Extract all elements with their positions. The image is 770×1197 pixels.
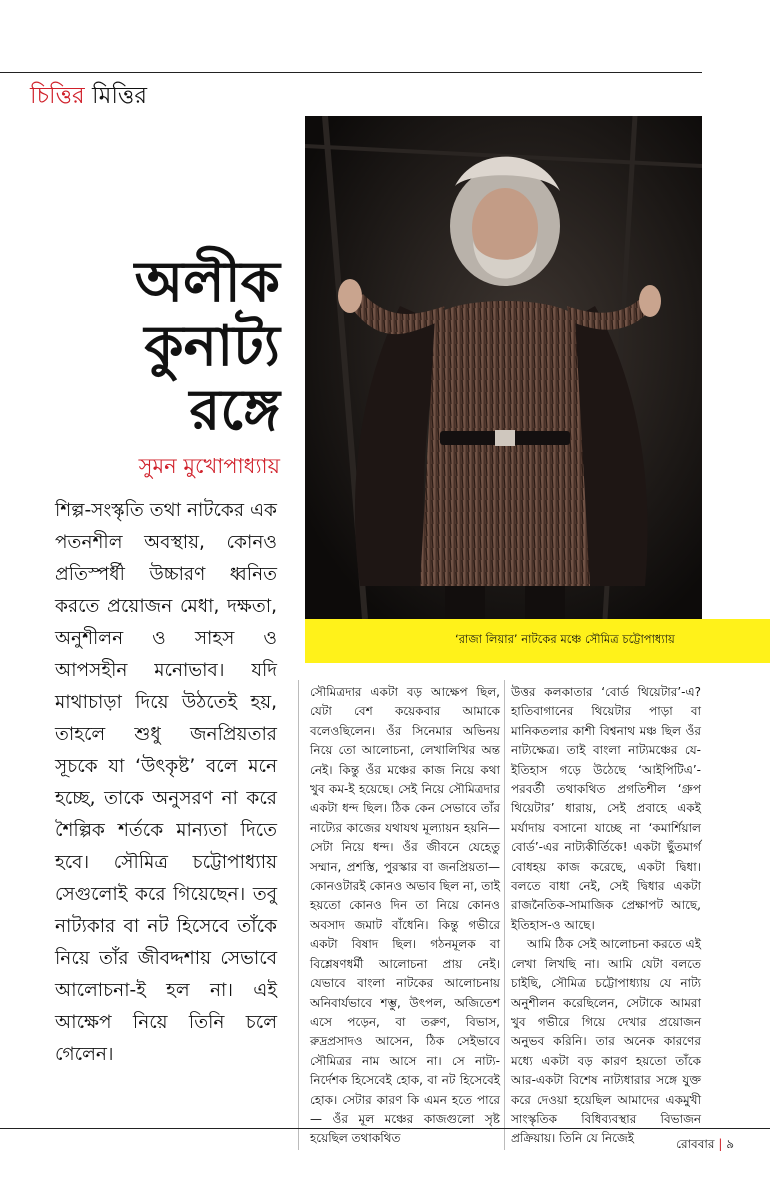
headline	[135, 250, 280, 442]
magazine-name: রোববার	[676, 1137, 715, 1151]
section-title-word-1: চিত্তির	[30, 83, 85, 109]
intro-paragraph	[55, 495, 277, 1071]
body-column-2-paragraph-2: আমি ঠিক সেই আলোচনা করতে এই লেখা লিখছি না। আমি যেটা বলতে চাইছি, সৌমিত্র চট্টোপাধ্যায় যে নাট্য অনুশীলন করেছিলেন, সেটাকে আমরা খুব গভীরে গিয়ে দেখার প্রয়োজন অনুভব করিনি। তার অনেক কারণের মধ্যে একটা বড় কারণ হয়তো তাঁকে আর-একটা বিশেষ নাট্যধারার সঙ্গে যুক্ত করে দেওয়া হয়েছিল আমাদের একমুখী সাংস্কৃতিক বিধিব্যবস্থার বিভাজন প্রক্রিয়ায়। তিনি যে নিজেই	[511, 937, 701, 1146]
byline: সুমন মুখোপাধ্যায়	[138, 454, 280, 478]
headline-line-1: অলীক	[134, 249, 280, 315]
folio-separator: |	[718, 1137, 723, 1151]
photo-caption: ‘রাজা লিয়ার’ নাটকের মঞ্চে সৌমিত্র চট্টোপাধ্যায়	[455, 632, 675, 646]
stage-photo	[305, 116, 702, 619]
intro-text: শিল্প-সংস্কৃতি তথা নাটকের এক পতনশীল অবস্থায়, কোনও প্রতিস্পর্ধী উচ্চারণ ধ্বনিত করতে প্রয়োজন মেধা, দক্ষতা, অনুশীলন ও সাহস ও আপসহীন মনোভাব। যদি মাথাচাড়া দিয়ে উঠতেই হয়, তাহলে শুধু জনপ্রিয়তার সূচকে যা ‘উৎকৃষ্ট’ বলে মনে হচ্ছে, তাকে অনুসরণ না করে শৈল্পিক শর্তকে মান্যতা দিতে হবে। সৌমিত্র চট্টোপাধ্যায় সেগুলোই করে গিয়েছেন। তবু নাট্যকার বা নট হিসেবে তাঁকে নিয়ে তাঁর জীবদ্দশায় সেভাবে আলোচনা-ই হল না। এই আক্ষেপ নিয়ে তিনি চলে গেলেন।	[55, 500, 277, 1065]
headline-line-2: কুনাট্য	[144, 313, 280, 379]
page-footer	[676, 1136, 734, 1152]
body-column-1-text: সৌমিত্রদার একটা বড় আক্ষেপ ছিল, যেটা বেশ কয়েকবার আমাকে বলেওছিলেন। ওঁর সিনেমার অভিনয় নিয়ে তো আলোচনা, লেখালিখির অন্ত নেই। কিন্তু ওঁর মঞ্চের কাজ নিয়ে কথা খুব কম-ই হয়েছে। সেই নিয়ে সৌমিত্রদার একটা ধন্দ ছিল। ঠিক কেন সেভাবে তাঁর নাট্যের কাজের যথাযথ মূল্যায়ন হয়নি— সেটা নিয়ে ধন্দ। ওঁর জীবনে যেহেতু সম্মান, প্রশস্তি, পুরস্কার বা জনপ্রিয়তা— কোনওটারই কোনও অভাব ছিল না, তাই হয়তো কোনও দিন তা নিয়ে কোনও অবসাদ জমাট বাঁধেনি। কিন্তু গভীরে একটা বিষাদ ছিল। গঠনমূলক বা বিশ্লেষণধর্মী আলোচনা প্রায় নেই। যেভাবে বাংলা নাটকের আলোচনায় অনিবার্যভাবে শম্ভু, উৎপল, অজিতেশ এসে পড়েন, বা তরুণ, বিভাস, রুদ্রপ্রসাদও আসেন, ঠিক সেইভাবে সৌমিত্রর নাম আসে না। সে নাট্য-নির্দেশক হিসেবেই হোক, বা নট হিসেবেই হোক। সেটার কারণ কি এমন হতে পারে— ওঁর মূল মঞ্চের কাজগুলো সৃষ্ট হয়েছিল তথাকথিত	[310, 685, 500, 1146]
column-divider-left	[298, 680, 299, 1150]
headline-line-3: রঙ্গে	[189, 377, 280, 443]
body-column-2	[511, 683, 701, 1149]
bottom-rule	[0, 1128, 770, 1129]
body-column-2-paragraph-1: উত্তর কলকাতার ‘বোর্ড থিয়েটার’-এ? হাতিবাগানের থিয়েটার পাড়া বা মানিকতলার কাশী বিশ্বনাথ মঞ্চ ছিল ওঁর নাট্যক্ষেত্র। তাই বাংলা নাট্যমঞ্চের যে-ইতিহাস গড়ে উঠেছে ‘আইপিটিএ’-পরবর্তী তথাকথিত প্রগতিশীল ‘গ্রুপ থিয়েটার’ ধারায়, সেই প্রবাহে একই মর্যাদায় বসানো যাচ্ছে না ‘কমার্শিয়াল বোর্ড’-এর নাট্যকীর্তিকে! একটা ছুঁতমার্গ বোধহয় কাজ করেছে, একটা দ্বিধা। বলতে বাধা নেই, সেই দ্বিধার একটা রাজনৈতিক-সামাজিক প্রেক্ষাপট আছে, ইতিহাস-ও আছে।	[511, 685, 701, 932]
actor-illustration	[305, 116, 702, 619]
body-column-1	[310, 683, 500, 1149]
section-title-word-2: মিত্তির	[92, 83, 148, 109]
top-rule	[0, 72, 702, 73]
section-title	[30, 80, 147, 112]
page-number: ৯	[726, 1137, 734, 1151]
column-divider-middle	[504, 680, 505, 1150]
